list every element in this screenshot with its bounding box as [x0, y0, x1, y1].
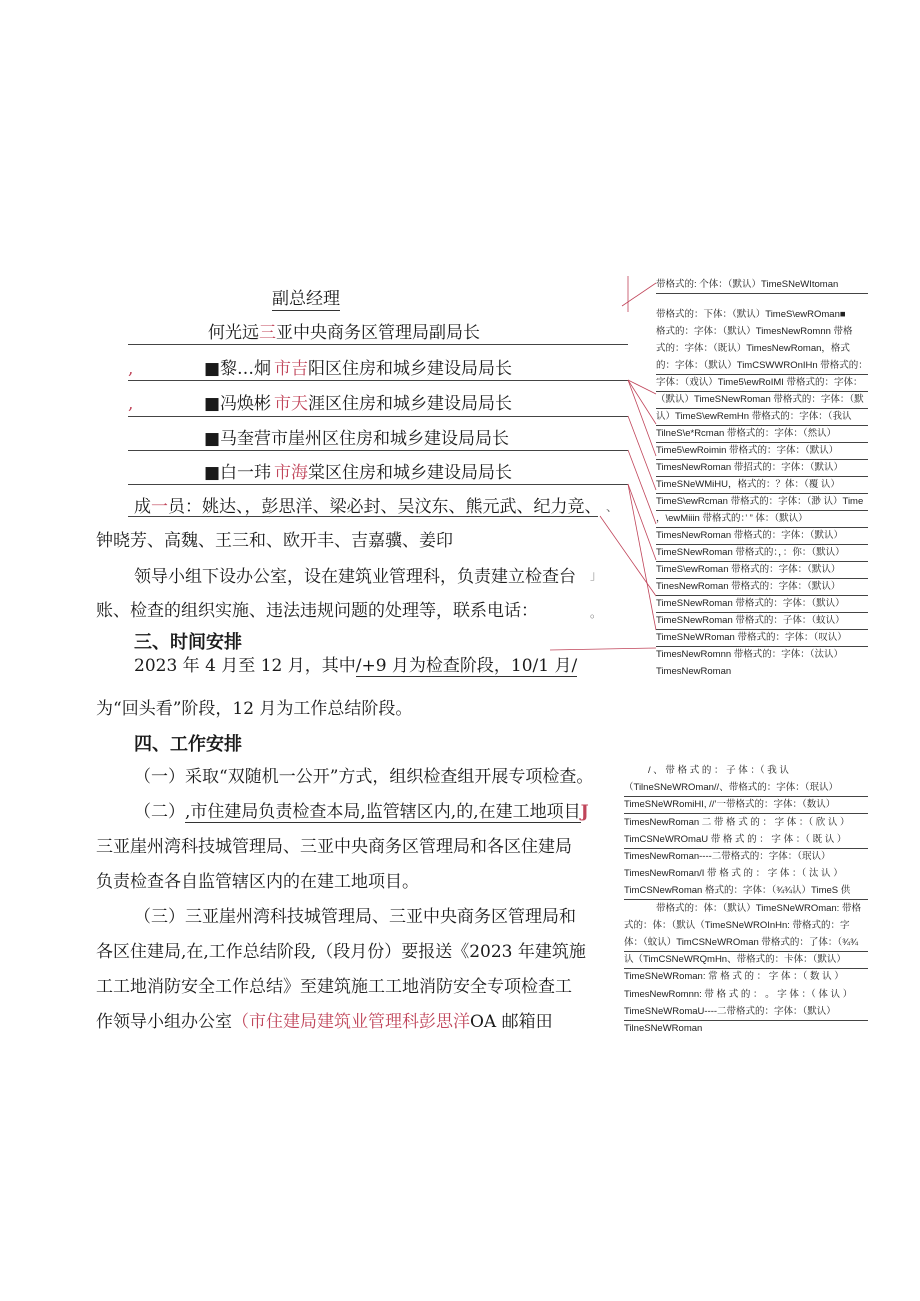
item-3-line-4-red: （市住建局建筑业管理科彭思洋	[232, 1012, 470, 1032]
leader-rule-3	[128, 416, 628, 417]
item-1: （一）采取“双随机一公开”方式，组织检查组开展专项检查。	[134, 767, 594, 787]
time-line-1-b: /+9 月为检查阶段，10/1 月/	[355, 656, 578, 676]
leader-row-4: ■马奎营市崖州区住房和城乡建设局局长	[204, 429, 510, 449]
members-label-red: 一	[151, 497, 168, 517]
margin-mark-2: 」	[590, 568, 603, 582]
leader-row-3-prefix: ,	[128, 394, 134, 414]
leader-row-1-text: 何光远三亚中央商务区管理局副局长	[208, 323, 480, 343]
comment-note-line: 体：（蚊认）TimCSNeWROman 带格式的：了体：（¾¾	[624, 934, 868, 952]
leader-rule-4	[128, 450, 628, 451]
item-3-line-4-b: OA 邮箱田	[470, 1012, 553, 1032]
comment-note-line: 的：字体：（默认）TimCSWWROnIHn 带格式的：	[656, 357, 868, 375]
comment-note-line: （TilneSNeWROman//、带格式的：字体：（珉认）	[624, 779, 868, 797]
comment-note-line: 带格式的：体：（默认）TimeSNeWROman: 带格	[656, 902, 861, 914]
comment-note-line: TimeSNewRoman 带格式的：子体：（蚊认）	[656, 612, 868, 630]
leader-row-5-rest: 棠区住房和城乡建设局局长	[308, 463, 512, 483]
comment-note-line: / 、 带 格 式 的 ： 子 体 ：（ 我 认	[648, 765, 789, 776]
members-line-2: 钟晓芳、高魏、王三和、欧开丰、吉嘉骥、姜印	[96, 531, 453, 551]
item-2-line-3: 负责检查各自监管辖区内的在建工地项目。	[96, 872, 419, 892]
section-3-title: 三、时间安排	[134, 632, 242, 653]
comment-note-line: TimCSNewRoman 格式的：字体：（¾¾认）TimeS 供	[624, 882, 868, 900]
leader-row-2	[128, 358, 512, 380]
leader-rule-1	[128, 344, 628, 345]
comment-note-line: TimeSNeWMiHU，格式的：？体：（覆 认）	[656, 476, 868, 494]
comment-note-line: 带格式的：下体：（默认）TimeS\ewROman■	[656, 309, 846, 320]
comment-note-line: TimeSNewRoman 带格式的：字体：（默认）	[656, 595, 868, 613]
leader-row-2-name: ■黎…炯	[204, 359, 272, 379]
comment-note-line: 带格式的: 个体：（默认）TimeSNeWItoman	[656, 276, 868, 294]
members-label-b: 员：	[168, 497, 202, 517]
comment-note-line: Time5\ewRoimin 带格式的：字体：（默认）	[656, 442, 868, 460]
comment-note-line: TimeSNeWRomaU----二带格式的：字体：（默认）	[624, 1003, 868, 1021]
comment-note-line: TilneS\e*Rcman 带格式的：字体：（然认）	[656, 425, 868, 443]
office-line-2: 账、检查的组织实施、违法违规问题的处理等，联系电话：	[96, 601, 538, 621]
comment-note-line: 认（TimCSNeWRQmHn、带格式的：卡体：（默认）	[624, 951, 868, 969]
item-3-line-3: 工工地消防安全工作总结》至建筑施工工地消防安全专项检查工	[96, 977, 572, 997]
comment-note-line: TimesNewRoman/I 带 格 式 的 ： 字 体 ：（ 汰 认 ）	[624, 868, 843, 880]
margin-mark-3: 。	[590, 606, 603, 620]
item-2-prefix: （二）	[134, 802, 185, 822]
comment-note-line: 格式的：字体：（默认）TimesNewRomnn 带格	[656, 326, 853, 337]
comment-note-line: TimeSNewRoman 带格式的：，：你：（默认）	[656, 544, 868, 562]
comment-note-line: TimeSNeWRoman: 常 格 式 的 ： 字 体 ：（ 数 认 ）	[624, 971, 844, 983]
section-4-title: 四、工作安排	[134, 734, 242, 755]
leader-rule-2	[128, 380, 628, 381]
comment-note-line: 式的：体：（默认（TimeSNeWROInHn: 带格式的：字	[624, 919, 850, 931]
members-rule	[128, 516, 598, 517]
leader-row-1	[208, 322, 480, 344]
comment-note-line: TimesNewRoman	[656, 666, 732, 677]
time-line-2: 为“回头看”阶段，12 月为工作总结阶段。	[96, 699, 413, 719]
comment-note-line: ，\ewMiiin 带格式的：’ ” 体：（默认）	[656, 510, 868, 528]
comment-note-line: TimeS\ewRcman 带格式的：字体：（渺 认）Time	[656, 493, 868, 511]
leader-row-5-red: 市海	[274, 463, 308, 483]
members-line-1	[134, 496, 602, 518]
comment-note-line: TimeSNeWRomiHI, //’一带格式的：字体：（数认）	[624, 796, 868, 814]
office-line-1: 领导小组下设办公室，设在建筑业管理科，负责建立检查台	[134, 567, 576, 587]
comment-note-line: TimesNewRoman 二 带 格 式 的 ： 字 体 ：（ 欣 认 ）	[624, 816, 850, 828]
leader-row-2-rest: 阳区住房和城乡建设局局长	[308, 359, 512, 379]
leader-row-3	[128, 393, 512, 415]
item-3-line-4	[96, 1011, 553, 1033]
comment-note-line: TimCSNeWROmaU 带 格 式 的 ： 字 体 ：（ 既 认 ）	[624, 831, 868, 849]
leader-row-3-rest: 涯区住房和城乡建设局局长	[308, 394, 512, 414]
comment-note-line: TimeSNeWRoman 带格式的：字体：（叹认）	[656, 629, 868, 647]
comment-note-line: TilneSNeWRoman	[624, 1023, 703, 1034]
comment-note-line: TimesNewRoman 带招式的：字体：（默认）	[656, 459, 868, 477]
item-2-line-2: 三亚崖州湾科技城管理局、三亚中央商务区管理局和各区住建局	[96, 837, 572, 857]
time-line-1	[134, 655, 577, 677]
leader-row-3-red: 市天	[274, 394, 308, 414]
leader-row-2-prefix: ,	[128, 359, 134, 379]
sub-title: 副总经理	[272, 289, 340, 309]
members-label-a: 成	[134, 497, 151, 517]
item-3-line-2: 各区住建局,在,工作总结阶段,（段月份）要报送《2023 年建筑施	[96, 942, 586, 962]
item-3-line-1: （三）三亚崖州湾科技城管理局、三亚中央商务区管理局和	[134, 907, 576, 927]
item-2-line-1	[134, 801, 589, 823]
item-2-text: ,市住建局负责检查本局,监管辖区内,的,在建工地项目	[185, 802, 581, 822]
members-names-1: 姚达、，彭思洋、梁必封、吴汶东、熊元武、纪力竞、	[202, 497, 602, 517]
leader-rule-5	[128, 484, 628, 485]
comment-note-line: TimesNewRomnn 带格式的：字体：（汰认）	[656, 649, 844, 660]
leader-row-5-name: ■白一玮	[204, 463, 272, 483]
item-2-mark: J	[580, 802, 589, 822]
margin-mark-1: 、	[606, 500, 619, 514]
time-line-1-a: 2023 年 4 月至 12 月，其中	[134, 656, 356, 676]
comment-note-line: TinesNewRoman 带格式的：字体：（默认）	[656, 578, 868, 596]
comment-note-line: （默认）TimeSNewRoman 带格式的：字体：（默	[656, 391, 868, 409]
comment-note-line: TimesNewRoman----二带格式的：字体：（珉认）	[624, 851, 831, 862]
leader-row-5	[204, 462, 512, 484]
leader-row-3-name: ■冯焕彬	[204, 394, 272, 414]
comment-note-line: TimesNewRoman 带格式的：字体：（默认）	[656, 527, 868, 545]
comment-note-line: 式的：字体：（既认）TimesNewRoman，格式	[656, 343, 850, 354]
comment-note-line: TimeS\ewRoman 带格式的：字体：（默认）	[656, 561, 868, 579]
comment-note-line: TimesNewRomnn: 带 格 式 的 ： 。 字 体 ：（ 体 认 ）	[624, 988, 853, 1000]
item-3-line-4-a: 作领导小组办公室	[96, 1012, 232, 1032]
comment-note-line: 认）TimeS\ewRemHn 带格式的：字体：（我认	[656, 408, 868, 426]
comment-note-line: 字体：（戏认）Time5\ewRoIMI 带格式的：字体：	[656, 374, 868, 392]
leader-row-2-red: 市吉	[274, 359, 308, 379]
